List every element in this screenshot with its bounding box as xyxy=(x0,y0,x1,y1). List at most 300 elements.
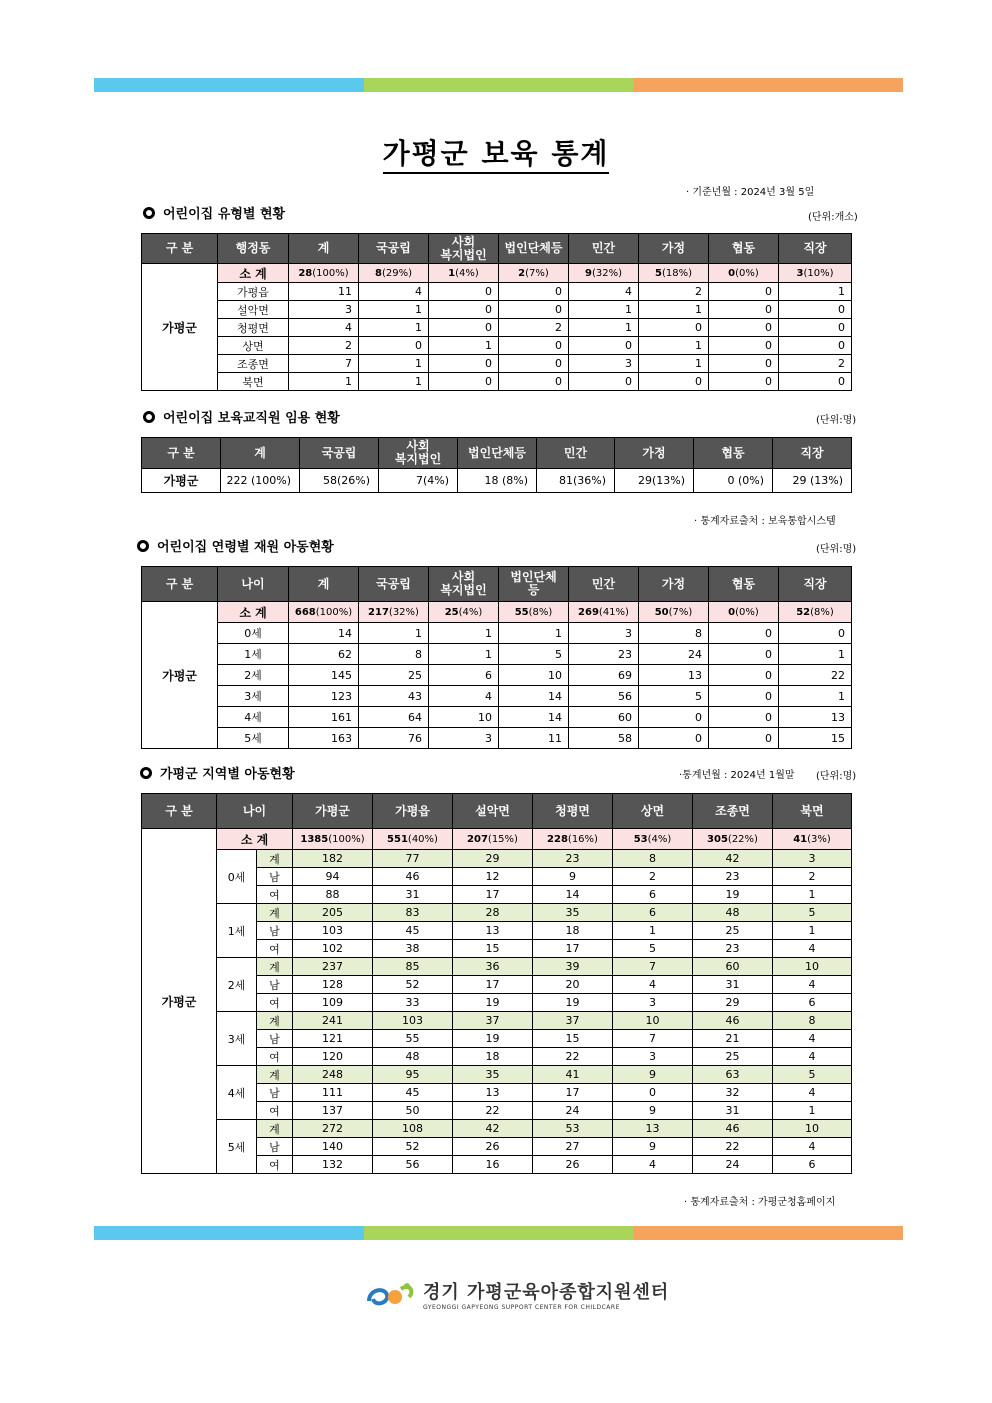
value-cell: 128 xyxy=(293,976,373,994)
value-cell: 29 (13%) xyxy=(773,469,852,493)
value-cell: 17 xyxy=(533,940,613,958)
value-cell: 145 xyxy=(289,665,359,686)
value-cell: 9 xyxy=(613,1138,693,1156)
value-cell: 22 xyxy=(453,1102,533,1120)
column-header: 국공립 xyxy=(300,438,379,469)
subtotal-percent: (4%) xyxy=(647,833,672,845)
value-cell: 56 xyxy=(373,1156,453,1174)
value-cell: 0 xyxy=(429,319,499,337)
logo-main-text: 경기 가평군육아종합지원센터 xyxy=(423,1282,670,1303)
section2-source: · 통계자료출처 : 보육통합시스템 xyxy=(694,516,836,527)
value-cell: 53 xyxy=(533,1120,613,1138)
value-cell: 1 xyxy=(779,686,852,707)
value-cell: 0 xyxy=(429,283,499,301)
age-total-row xyxy=(142,958,852,976)
section1-unit: (단위:개소) xyxy=(808,212,858,223)
value-cell: 58(26%) xyxy=(300,469,379,493)
top-color-bar xyxy=(94,78,903,92)
value-cell: 120 xyxy=(293,1048,373,1066)
value-cell: 35 xyxy=(453,1066,533,1084)
value-cell: 19 xyxy=(693,886,773,904)
table-row xyxy=(142,686,852,707)
subtotal-count: 2 xyxy=(518,267,526,279)
value-cell: 3 xyxy=(569,623,639,644)
value-cell: 16 xyxy=(453,1156,533,1174)
value-cell: 2 xyxy=(639,283,709,301)
subtotal-percent: (8%) xyxy=(810,606,834,618)
column-header: 사회 복지법인 xyxy=(379,438,458,469)
subtotal-cell xyxy=(359,264,429,283)
section4-source: · 통계자료출처 : 가평군청홈페이지 xyxy=(684,1197,836,1208)
value-cell: 19 xyxy=(453,994,533,1012)
section4-unit: (단위:명) xyxy=(816,771,857,782)
value-cell: 4 xyxy=(773,1138,852,1156)
gender-cell: 남 xyxy=(257,922,293,940)
section2-unit: (단위:명) xyxy=(816,415,857,426)
age-cell: 3세 xyxy=(218,686,289,707)
value-cell: 35 xyxy=(533,904,613,922)
value-cell: 26 xyxy=(453,1138,533,1156)
value-cell: 45 xyxy=(373,1084,453,1102)
value-cell: 4 xyxy=(773,940,852,958)
value-cell: 94 xyxy=(293,868,373,886)
subtotal-percent: (4%) xyxy=(455,267,479,279)
subtotal-count: 53 xyxy=(633,833,648,845)
value-cell: 37 xyxy=(533,1012,613,1030)
district-cell: 가평읍 xyxy=(218,283,289,301)
age-total-row xyxy=(142,904,852,922)
column-header: 행정동 xyxy=(218,234,289,264)
header-row xyxy=(142,234,852,264)
subtotal-percent: (32%) xyxy=(388,606,419,618)
value-cell: 132 xyxy=(293,1156,373,1174)
value-cell: 0 xyxy=(709,728,779,749)
gender-cell: 계 xyxy=(257,850,293,868)
value-cell: 5 xyxy=(499,644,569,665)
value-cell: 46 xyxy=(373,868,453,886)
subtotal-cell xyxy=(569,602,639,623)
logo-sub-text: GYEONGGI GAPYEONG SUPPORT CENTER FOR CHILDCARE xyxy=(423,1304,620,1311)
value-cell: 42 xyxy=(693,850,773,868)
value-cell: 4 xyxy=(773,1030,852,1048)
section4-title: 가평군 지역별 아동현황 xyxy=(160,767,295,782)
region-children-table xyxy=(141,793,852,1174)
value-cell: 5 xyxy=(773,1066,852,1084)
gender-cell: 남 xyxy=(257,868,293,886)
value-cell: 18 xyxy=(453,1048,533,1066)
subtotal-count: 28 xyxy=(298,267,313,279)
value-cell: 69 xyxy=(569,665,639,686)
value-cell: 76 xyxy=(359,728,429,749)
value-cell: 48 xyxy=(693,904,773,922)
value-cell: 3 xyxy=(613,1048,693,1066)
bottom-bar-green xyxy=(364,1226,634,1240)
column-header: 법인단체등 xyxy=(499,234,569,264)
value-cell: 12 xyxy=(453,868,533,886)
facility-type-table xyxy=(141,233,852,391)
value-cell: 19 xyxy=(453,1030,533,1048)
value-cell: 1 xyxy=(773,1102,852,1120)
subtotal-cell xyxy=(693,829,773,850)
footer-logo xyxy=(365,1278,669,1311)
value-cell: 15 xyxy=(779,728,852,749)
age-total-row xyxy=(142,1120,852,1138)
value-cell: 137 xyxy=(293,1102,373,1120)
value-cell: 0 xyxy=(709,665,779,686)
value-cell: 95 xyxy=(373,1066,453,1084)
value-cell: 50 xyxy=(373,1102,453,1120)
subtotal-cell xyxy=(499,602,569,623)
subtotal-percent: (8%) xyxy=(528,606,553,618)
column-header: 직장 xyxy=(779,234,852,264)
bottom-color-bar xyxy=(94,1226,903,1240)
value-cell: 3 xyxy=(613,994,693,1012)
value-cell: 23 xyxy=(569,644,639,665)
value-cell: 14 xyxy=(499,686,569,707)
value-cell: 1 xyxy=(569,301,639,319)
value-cell: 10 xyxy=(613,1012,693,1030)
age-cell: 0세 xyxy=(217,850,257,904)
section-bullet-icon xyxy=(143,207,155,219)
value-cell: 22 xyxy=(779,665,852,686)
value-cell: 0 xyxy=(779,623,852,644)
value-cell: 0 (0%) xyxy=(694,469,773,493)
page-title-text: 가평군 보육 통계 xyxy=(383,137,610,174)
table-row xyxy=(142,644,852,665)
age-total-row xyxy=(142,850,852,868)
subtotal-row xyxy=(142,602,852,623)
subtotal-count: 305 xyxy=(707,833,728,845)
value-cell: 28 xyxy=(453,904,533,922)
value-cell: 103 xyxy=(293,922,373,940)
value-cell: 161 xyxy=(289,707,359,728)
subtotal-cell xyxy=(613,829,693,850)
value-cell: 222 (100%) xyxy=(221,469,300,493)
value-cell: 0 xyxy=(569,337,639,355)
value-cell: 17 xyxy=(533,1084,613,1102)
value-cell: 8 xyxy=(639,623,709,644)
column-header: 상면 xyxy=(613,794,693,829)
subtotal-count: 3 xyxy=(796,267,804,279)
value-cell: 9 xyxy=(613,1066,693,1084)
age-cell: 2세 xyxy=(218,665,289,686)
value-cell: 27 xyxy=(533,1138,613,1156)
group-label: 가평군 xyxy=(142,602,218,749)
table-row xyxy=(142,301,852,319)
section1-title: 어린이집 유형별 현황 xyxy=(163,207,286,222)
value-cell: 6 xyxy=(773,994,852,1012)
subtotal-percent: (16%) xyxy=(567,833,598,845)
value-cell: 0 xyxy=(709,707,779,728)
value-cell: 4 xyxy=(613,976,693,994)
subtotal-cell xyxy=(779,264,852,283)
value-cell: 24 xyxy=(533,1102,613,1120)
value-cell: 52 xyxy=(373,1138,453,1156)
table-row xyxy=(142,355,852,373)
value-cell: 7 xyxy=(613,1030,693,1048)
value-cell: 0 xyxy=(639,319,709,337)
value-cell: 36 xyxy=(453,958,533,976)
subtotal-cell xyxy=(289,602,359,623)
value-cell: 241 xyxy=(293,1012,373,1030)
value-cell: 25 xyxy=(359,665,429,686)
district-cell: 조종면 xyxy=(218,355,289,373)
value-cell: 55 xyxy=(373,1030,453,1048)
value-cell: 108 xyxy=(373,1120,453,1138)
value-cell: 22 xyxy=(533,1048,613,1066)
value-cell: 10 xyxy=(773,958,852,976)
value-cell: 23 xyxy=(693,940,773,958)
subtotal-percent: (15%) xyxy=(487,833,518,845)
subtotal-cell xyxy=(569,264,639,283)
section4-date: ·통계년월 : 2024년 1월말 xyxy=(679,770,795,781)
value-cell: 13 xyxy=(453,1084,533,1102)
age-enrollment-table xyxy=(141,566,852,749)
value-cell: 8 xyxy=(613,850,693,868)
subtotal-percent: (100%) xyxy=(312,267,349,279)
value-cell: 2 xyxy=(613,868,693,886)
value-cell: 17 xyxy=(453,886,533,904)
column-header: 계 xyxy=(289,567,359,602)
value-cell: 25 xyxy=(693,1048,773,1066)
value-cell: 0 xyxy=(499,283,569,301)
column-header: 구 분 xyxy=(142,234,218,264)
subtotal-percent: (3%) xyxy=(807,833,831,845)
value-cell: 11 xyxy=(289,283,359,301)
value-cell: 63 xyxy=(693,1066,773,1084)
value-cell: 103 xyxy=(373,1012,453,1030)
value-cell: 24 xyxy=(693,1156,773,1174)
gender-cell: 여 xyxy=(257,1048,293,1066)
gender-cell: 계 xyxy=(257,1012,293,1030)
value-cell: 1 xyxy=(359,355,429,373)
age-cell: 1세 xyxy=(218,644,289,665)
subtotal-count: 0 xyxy=(728,606,736,618)
value-cell: 0 xyxy=(709,301,779,319)
subtotal-percent: (0%) xyxy=(735,267,759,279)
value-cell: 23 xyxy=(693,868,773,886)
value-cell: 1 xyxy=(429,623,499,644)
subtotal-percent: (100%) xyxy=(328,833,365,845)
value-cell: 14 xyxy=(499,707,569,728)
table-row xyxy=(142,337,852,355)
subtotal-count: 1 xyxy=(448,267,456,279)
value-cell: 6 xyxy=(773,1156,852,1174)
value-cell: 8 xyxy=(773,1012,852,1030)
gender-cell: 여 xyxy=(257,994,293,1012)
gender-cell: 여 xyxy=(257,886,293,904)
age-cell: 1세 xyxy=(217,904,257,958)
value-cell: 4 xyxy=(569,283,639,301)
value-cell: 123 xyxy=(289,686,359,707)
value-cell: 0 xyxy=(709,355,779,373)
value-cell: 0 xyxy=(499,301,569,319)
top-bar-green xyxy=(364,78,634,92)
gender-cell: 계 xyxy=(257,1120,293,1138)
value-cell: 0 xyxy=(709,319,779,337)
column-header: 협동 xyxy=(709,567,779,602)
value-cell: 48 xyxy=(373,1048,453,1066)
column-header: 협동 xyxy=(694,438,773,469)
value-cell: 23 xyxy=(533,850,613,868)
subtotal-cell xyxy=(639,602,709,623)
column-header: 사회 복지법인 xyxy=(429,567,499,602)
value-cell: 0 xyxy=(639,728,709,749)
value-cell: 15 xyxy=(533,1030,613,1048)
value-cell: 1 xyxy=(429,644,499,665)
section3-unit: (단위:명) xyxy=(816,544,857,555)
section4-heading xyxy=(140,763,295,782)
subtotal-percent: (41%) xyxy=(598,606,629,618)
value-cell: 0 xyxy=(709,644,779,665)
value-cell: 5 xyxy=(773,904,852,922)
value-cell: 20 xyxy=(533,976,613,994)
district-cell: 상면 xyxy=(218,337,289,355)
subtotal-cell xyxy=(779,602,852,623)
value-cell: 0 xyxy=(429,373,499,391)
subtotal-count: 1385 xyxy=(300,833,329,845)
subtotal-cell xyxy=(429,602,499,623)
value-cell: 248 xyxy=(293,1066,373,1084)
value-cell: 0 xyxy=(429,301,499,319)
value-cell: 0 xyxy=(709,623,779,644)
value-cell: 2 xyxy=(289,337,359,355)
table-row xyxy=(142,469,852,493)
column-header: 계 xyxy=(289,234,359,264)
value-cell: 3 xyxy=(289,301,359,319)
value-cell: 1 xyxy=(773,886,852,904)
gender-cell: 여 xyxy=(257,1156,293,1174)
value-cell: 60 xyxy=(569,707,639,728)
value-cell: 33 xyxy=(373,994,453,1012)
value-cell: 43 xyxy=(359,686,429,707)
value-cell: 11 xyxy=(499,728,569,749)
subtotal-count: 5 xyxy=(655,267,662,279)
value-cell: 0 xyxy=(709,686,779,707)
top-bar-orange xyxy=(633,78,903,92)
value-cell: 4 xyxy=(429,686,499,707)
value-cell: 0 xyxy=(709,373,779,391)
column-header: 직장 xyxy=(779,567,852,602)
staff-table xyxy=(141,437,852,493)
base-date: · 기준년월 : 2024년 3월 5일 xyxy=(686,187,815,198)
value-cell: 31 xyxy=(693,976,773,994)
value-cell: 14 xyxy=(289,623,359,644)
subtotal-count: 25 xyxy=(444,606,459,618)
value-cell: 9 xyxy=(613,1102,693,1120)
subtotal-count: 207 xyxy=(467,833,488,845)
section-bullet-icon xyxy=(140,767,152,779)
value-cell: 1 xyxy=(429,337,499,355)
column-header: 국공립 xyxy=(359,234,429,264)
value-cell: 1 xyxy=(779,283,852,301)
age-cell: 3세 xyxy=(217,1012,257,1066)
value-cell: 39 xyxy=(533,958,613,976)
value-cell: 7 xyxy=(613,958,693,976)
value-cell: 32 xyxy=(693,1084,773,1102)
value-cell: 0 xyxy=(499,337,569,355)
age-cell: 5세 xyxy=(218,728,289,749)
value-cell: 205 xyxy=(293,904,373,922)
age-total-row xyxy=(142,1066,852,1084)
value-cell: 29 xyxy=(453,850,533,868)
gender-cell: 여 xyxy=(257,940,293,958)
value-cell: 10 xyxy=(773,1120,852,1138)
value-cell: 0 xyxy=(779,301,852,319)
section-bullet-icon xyxy=(143,411,155,423)
subtotal-count: 9 xyxy=(585,267,592,279)
subtotal-cell xyxy=(429,264,499,283)
subtotal-label: 소 계 xyxy=(218,264,289,283)
value-cell: 182 xyxy=(293,850,373,868)
gender-cell: 남 xyxy=(257,976,293,994)
column-header: 가정 xyxy=(615,438,694,469)
value-cell: 13 xyxy=(613,1120,693,1138)
table-row xyxy=(142,665,852,686)
subtotal-percent: (10%) xyxy=(803,267,834,279)
value-cell: 77 xyxy=(373,850,453,868)
column-header: 가정 xyxy=(639,234,709,264)
column-header: 법인단체 등 xyxy=(499,567,569,602)
district-cell: 북면 xyxy=(218,373,289,391)
subtotal-percent: (32%) xyxy=(591,267,622,279)
value-cell: 0 xyxy=(709,283,779,301)
column-header: 민간 xyxy=(569,567,639,602)
value-cell: 4 xyxy=(773,1084,852,1102)
value-cell: 0 xyxy=(709,337,779,355)
value-cell: 56 xyxy=(569,686,639,707)
subtotal-cell xyxy=(709,602,779,623)
column-header: 구 분 xyxy=(142,794,217,829)
value-cell: 109 xyxy=(293,994,373,1012)
subtotal-cell xyxy=(293,829,373,850)
column-header: 설악면 xyxy=(453,794,533,829)
value-cell: 3 xyxy=(773,850,852,868)
value-cell: 0 xyxy=(359,337,429,355)
value-cell: 13 xyxy=(453,922,533,940)
value-cell: 0 xyxy=(613,1084,693,1102)
value-cell: 2 xyxy=(499,319,569,337)
gender-cell: 남 xyxy=(257,1084,293,1102)
value-cell: 1 xyxy=(359,623,429,644)
value-cell: 45 xyxy=(373,922,453,940)
subtotal-count: 55 xyxy=(514,606,529,618)
value-cell: 6 xyxy=(429,665,499,686)
gender-cell: 계 xyxy=(257,958,293,976)
value-cell: 0 xyxy=(639,373,709,391)
table-row xyxy=(142,728,852,749)
value-cell: 7 xyxy=(289,355,359,373)
subtotal-count: 41 xyxy=(793,833,808,845)
value-cell: 0 xyxy=(499,355,569,373)
district-cell: 청평면 xyxy=(218,319,289,337)
subtotal-cell xyxy=(709,264,779,283)
column-header: 가정 xyxy=(639,567,709,602)
column-header: 직장 xyxy=(773,438,852,469)
value-cell: 37 xyxy=(453,1012,533,1030)
column-header: 사회 복지법인 xyxy=(429,234,499,264)
value-cell: 272 xyxy=(293,1120,373,1138)
value-cell: 7(4%) xyxy=(379,469,458,493)
value-cell: 4 xyxy=(773,1048,852,1066)
value-cell: 26 xyxy=(533,1156,613,1174)
value-cell: 8 xyxy=(359,644,429,665)
value-cell: 0 xyxy=(639,707,709,728)
subtotal-count: 8 xyxy=(375,267,382,279)
subtotal-cell xyxy=(289,264,359,283)
value-cell: 2 xyxy=(773,868,852,886)
column-header: 가평읍 xyxy=(373,794,453,829)
